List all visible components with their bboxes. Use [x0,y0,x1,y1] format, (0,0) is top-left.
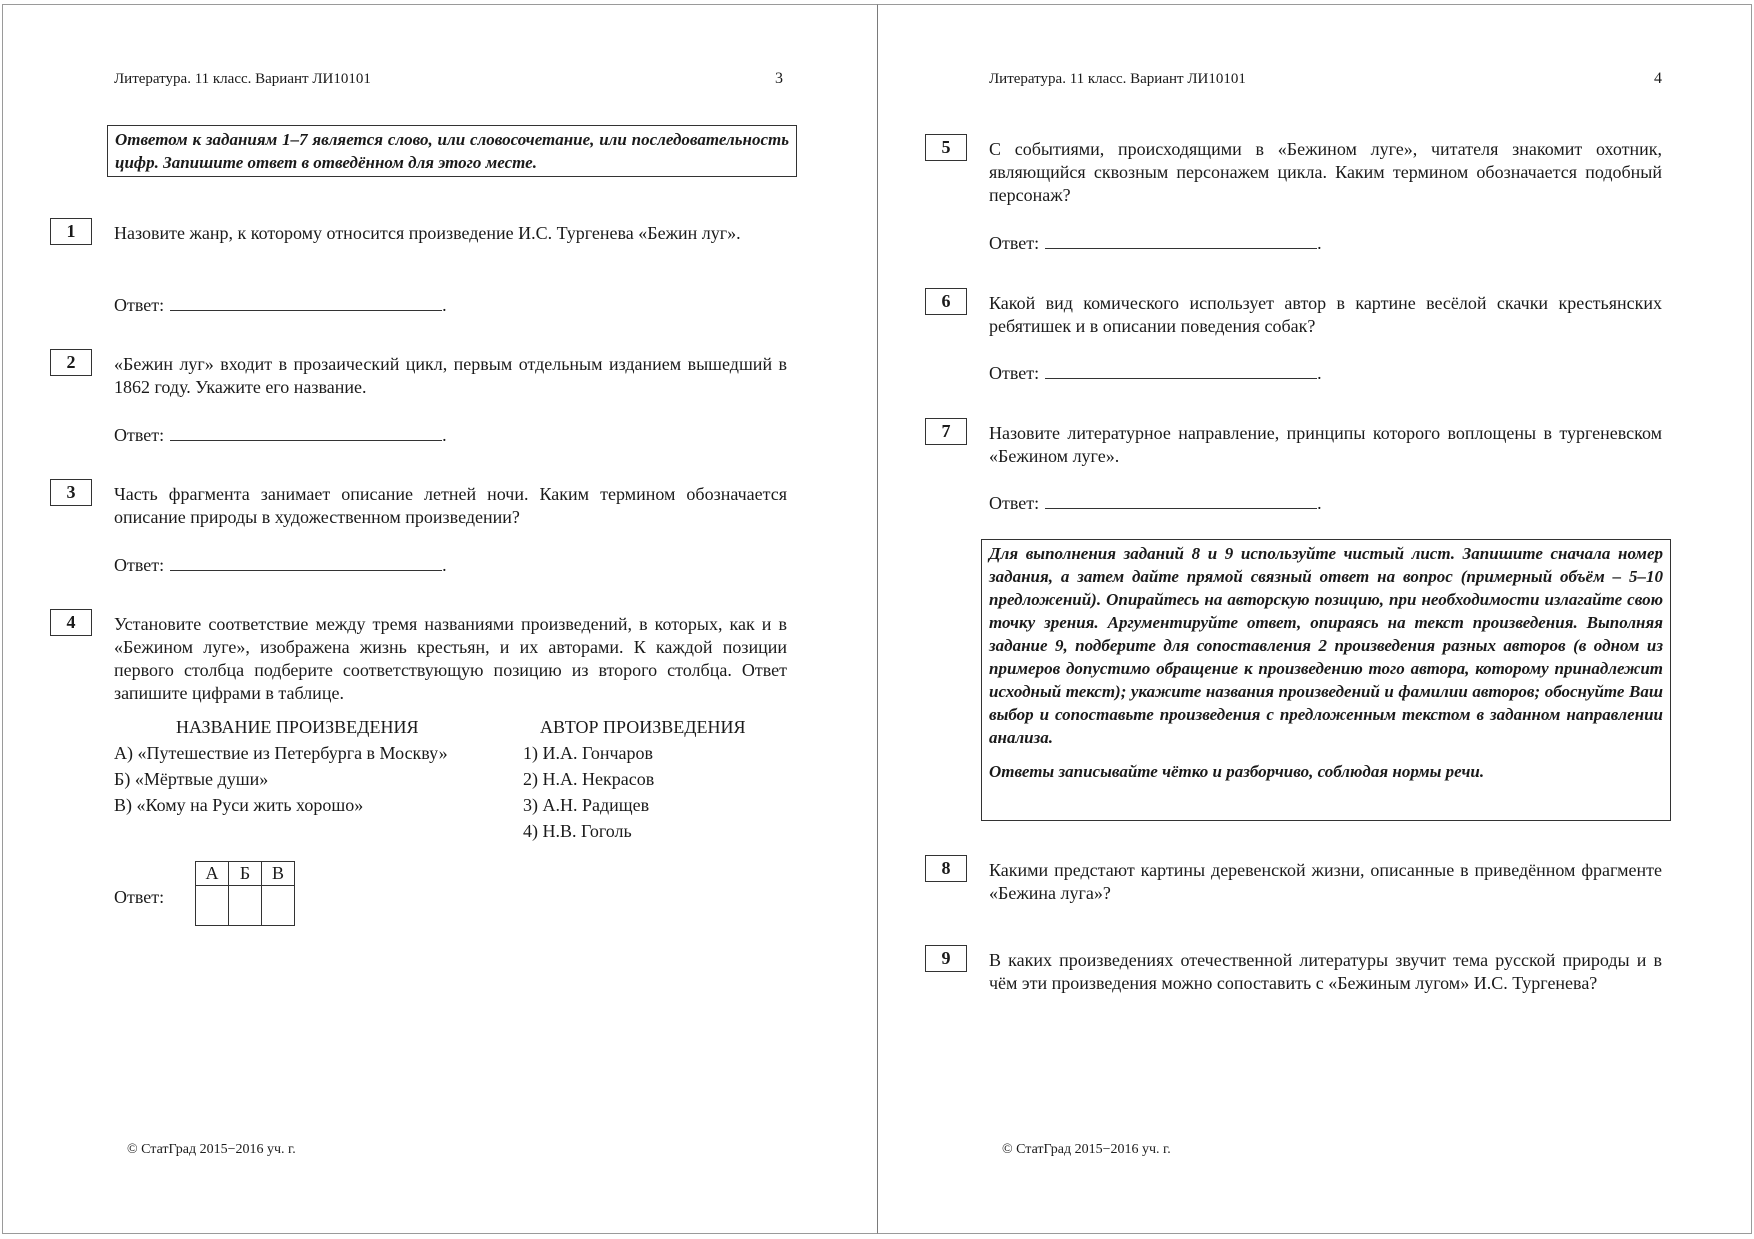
essay-instructions-text: Для выполнения заданий 8 и 9 используйте чистый лист. Запишите сначала номер задания, а затем дайте прямой связный ответ на вопрос (примерный объём – 5–10 предложений). Опирайтесь на авторскую позицию, при необходимости излагайте свою точку зрения. Аргументируйте ответ, опираясь на текст произведения. Выполняя задание 9, подберите для сопоставления 2 произведения разных авторов (в одном из примеров допустимо обращение к произведению того автора, которому принадлежит исходный текст); укажите названия произведений и фамилии авторов; обоснуйте Ваш выбор и сопоставьте произведения с предложенным текстом в заданном направлении анализа. [989,544,1663,747]
answer-field[interactable]: Ответ: . [114,295,447,315]
answer-line [1045,493,1317,509]
task-number-box: 8 [925,855,967,882]
task-question: Установите соответствие между тремя названиями произведений, в которых, как и в «Бежином луге», изображена жизнь крестьян, и их авторами. К каждой позиции первого столбца подберите соответствующую позицию из второго столбца. Ответ запишите цифрами в таблице. [114,614,787,703]
answer-label: Ответ: [989,363,1040,383]
author-item: 2) Н.А. Некрасов [523,769,655,789]
page-footer: © СтатГрад 2015−2016 уч. г. [127,1142,296,1157]
task-number-box: 5 [925,134,967,161]
author-item: 4) Н.В. Гоголь [523,821,632,841]
essay-instructions-note: Ответы записывайте чётко и разборчиво, соблюдая нормы речи. [989,762,1485,781]
answer-field[interactable]: Ответ: . [989,363,1322,383]
answer-field[interactable]: Ответ: . [114,425,447,445]
work-item: Б) «Мёртвые души» [114,769,269,789]
answer-label: Ответ: [989,493,1040,513]
answer-label: Ответ: [114,425,165,445]
task-number-box: 2 [50,349,92,376]
work-item: В) «Кому на Руси жить хорошо» [114,795,364,815]
page-header: Литература. 11 класс. Вариант ЛИ10101 [114,71,371,87]
grid-answer-cell[interactable] [262,886,295,926]
answer-label: Ответ: [114,555,165,575]
page-header: Литература. 11 класс. Вариант ЛИ10101 [989,71,1246,87]
task-question: В каких произведениях отечественной литературы звучит тема русской природы и в чём эти произведения можно сопоставить с «Бежиным лугом» И.С. Тургенева? [989,950,1662,993]
answer-line [1045,233,1317,249]
answer-field[interactable]: Ответ: . [989,493,1322,513]
task-number-box: 9 [925,945,967,972]
answer-line [170,425,442,441]
column-header-authors: АВТОР ПРОИЗВЕДЕНИЯ [540,717,746,737]
page-number: 3 [775,70,783,87]
task-question: С событиями, происходящими в «Бежином луге», читателя знакомит охотник, являющийся сквозным персонажем цикла. Каким термином обозначается подобный персонаж? [989,139,1662,205]
grid-header: В [262,862,295,886]
answer-label: Ответ: [114,295,165,315]
work-item: А) «Путешествие из Петербурга в Москву» [114,743,448,763]
task-question: Какими предстают картины деревенской жизни, описанные в приведённом фрагменте «Бежина луга»? [989,860,1662,903]
task-question: Назовите жанр, к которому относится произведение И.С. Тургенева «Бежин луг». [114,223,741,243]
right-page [877,4,1752,1234]
grid-answer-cell[interactable] [229,886,262,926]
essay-instructions-box [981,539,1671,821]
task-question: Часть фрагмента занимает описание летней ночи. Каким термином обозначается описание природы в художественном произведении? [114,484,787,527]
task-question: Какой вид комического использует автор в картине весёлой скачки крестьянских ребятишек и в описании поведения собак? [989,293,1662,336]
page-footer: © СтатГрад 2015−2016 уч. г. [1002,1142,1171,1157]
answer-line [170,555,442,571]
answer-line [170,295,442,311]
left-page [2,4,879,1234]
task-number-box: 7 [925,418,967,445]
task-question: Назовите литературное направление, принципы которого воплощены в тургеневском «Бежином луге». [989,423,1662,466]
task-number-box: 6 [925,288,967,315]
task-question: «Бежин луг» входит в прозаический цикл, первым отдельным изданием вышедший в 1862 году. Укажите его название. [114,354,787,397]
answer-field[interactable]: Ответ: . [114,555,447,575]
column-header-works: НАЗВАНИЕ ПРОИЗВЕДЕНИЯ [176,717,419,737]
task-number-box: 1 [50,218,92,245]
answer-grid [195,861,295,926]
grid-header: Б [229,862,262,886]
answer-field[interactable]: Ответ: . [989,233,1322,253]
answer-instructions-box: Ответом к заданиям 1–7 является слово, или словосочетание, или последовательность цифр. Запишите ответ в отведённом для этого месте. [107,125,797,177]
answer-label: Ответ: [989,233,1040,253]
answer-line [1045,363,1317,379]
page-number: 4 [1654,70,1662,87]
answer-label: Ответ: [114,887,165,907]
author-item: 1) И.А. Гончаров [523,743,653,763]
grid-answer-cell[interactable] [196,886,229,926]
author-item: 3) А.Н. Радищев [523,795,650,815]
task-number-box: 4 [50,609,92,636]
task-number-box: 3 [50,479,92,506]
grid-header: А [196,862,229,886]
